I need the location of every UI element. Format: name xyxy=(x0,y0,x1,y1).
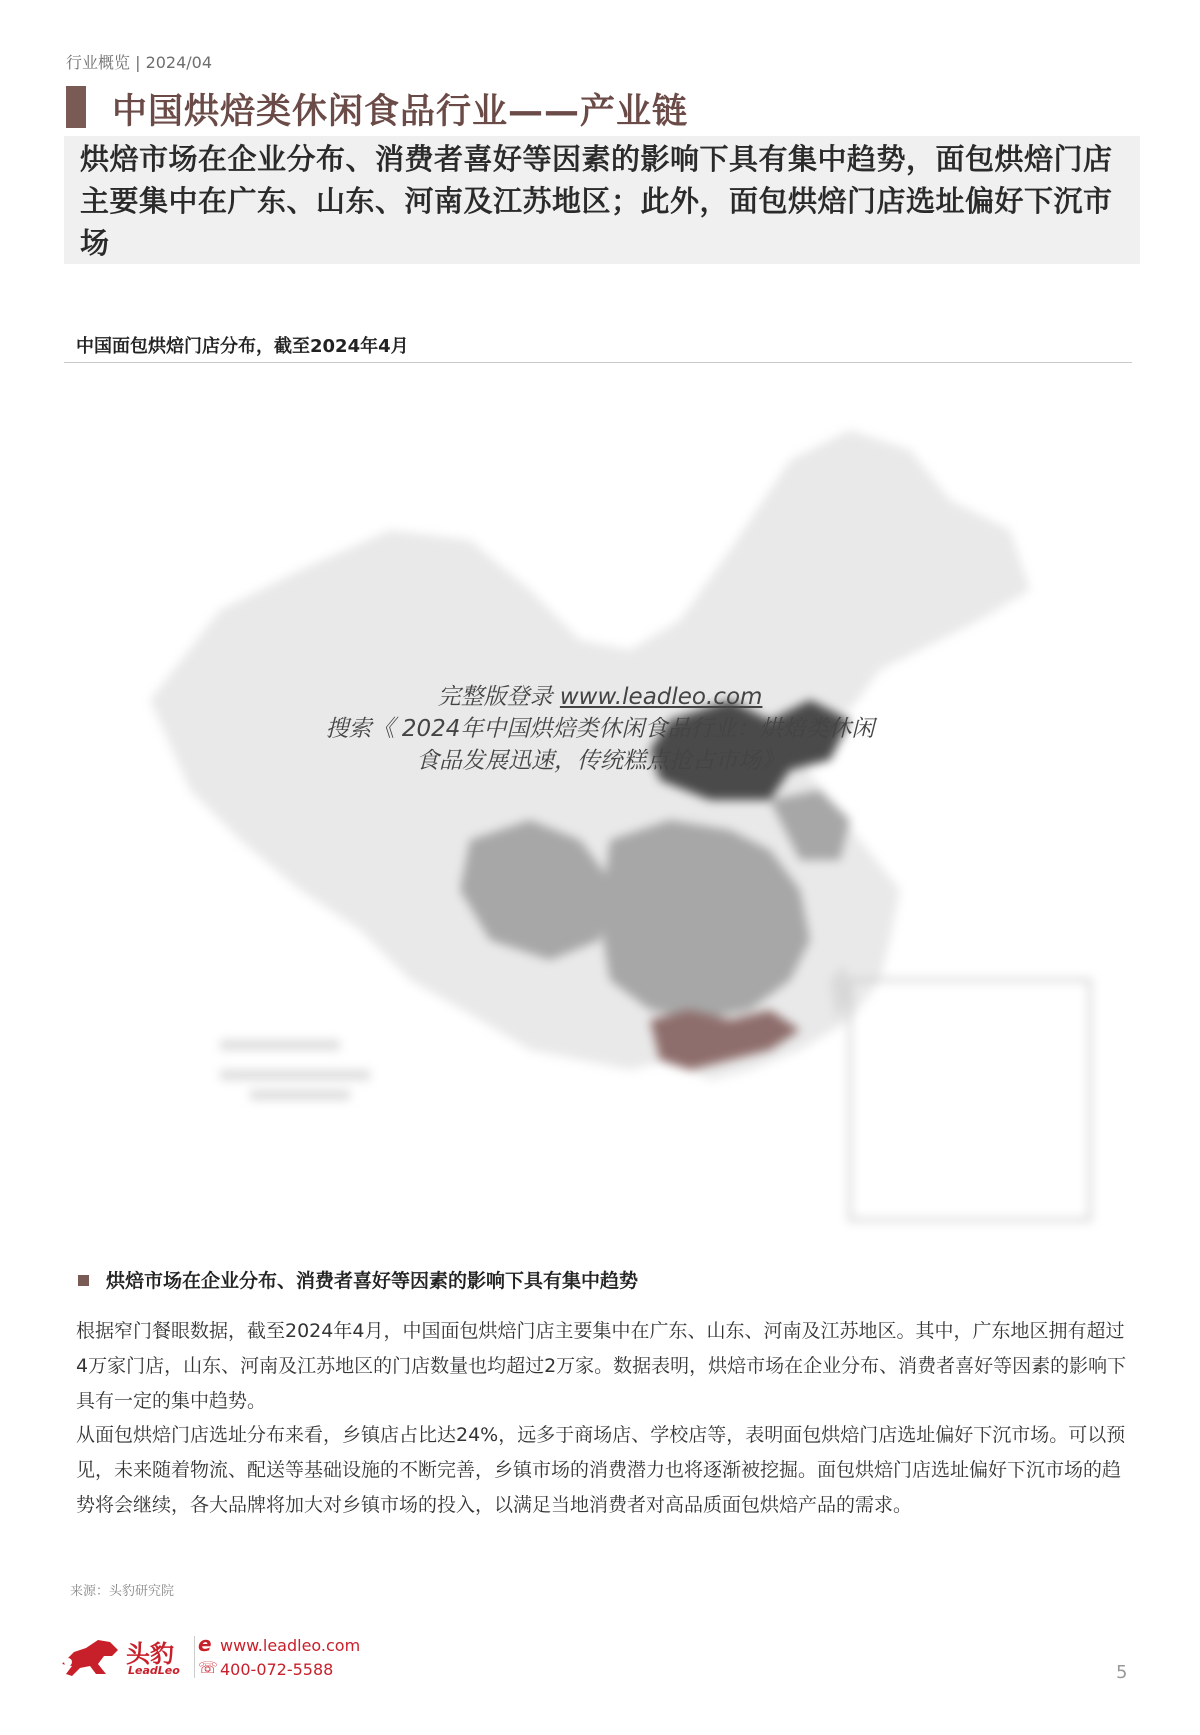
figure-heading: 中国面包烘焙门店分布，截至2024年4月 xyxy=(76,336,409,357)
page-title: 中国烘焙类休闲食品行业——产业链 xyxy=(112,92,689,132)
heading-divider xyxy=(64,362,1132,363)
map-highlight-region-guangdong xyxy=(650,1010,800,1070)
logo-cn-text: 头豹 xyxy=(126,1640,174,1668)
watermark-line3: 食品发展迅速，传统糕点抢占市场》 xyxy=(416,748,784,774)
watermark-line2: 搜索《 2024年中国烘焙类休闲食品行业：烘焙类休闲 xyxy=(325,716,875,742)
source-note: 来源：头豹研究院 xyxy=(70,1584,175,1599)
leopard-logo-icon xyxy=(60,1634,122,1680)
china-map xyxy=(110,420,1110,1240)
contact-divider xyxy=(194,1636,195,1678)
page-number: 5 xyxy=(1116,1662,1128,1683)
phone-number: 400-072-5588 xyxy=(220,1660,334,1679)
watermark-url[interactable]: www.leadleo.com xyxy=(559,684,763,710)
watermark-prefix: 完整版登录 xyxy=(437,684,560,710)
logo-en-text: LeadLeo xyxy=(128,1664,180,1677)
phone-icon: ☏ xyxy=(198,1658,219,1677)
title-accent-bar xyxy=(66,86,86,128)
section-title: 烘焙市场在企业分布、消费者喜好等因素的影响下具有集中趋势 xyxy=(106,1270,639,1292)
watermark-line1 xyxy=(0,678,1200,711)
map-legend-blur-1 xyxy=(220,1040,340,1050)
map-inset-box xyxy=(850,980,1090,1220)
breadcrumb: 行业概览 | 2024/04 xyxy=(66,53,213,72)
section-bullet xyxy=(78,1275,89,1286)
map-legend-blur-2 xyxy=(220,1070,370,1080)
website-link[interactable]: www.leadleo.com xyxy=(220,1636,361,1655)
map-legend-blur-3 xyxy=(250,1090,350,1100)
paragraph-1: 根据窄门餐眼数据，截至2024年4月，中国面包烘焙门店主要集中在广东、山东、河南及江苏地区。其中，广东地区拥有超过4万家门店，山东、河南及江苏地区的门店数量也均超过2万家。数据表明，烘焙市场在企业分布、消费者喜好等因素的影响下具有一定的集中趋势。 xyxy=(76,1320,1127,1412)
web-icon: e xyxy=(198,1632,212,1656)
summary-text: 烘焙市场在企业分布、消费者喜好等因素的影响下具有集中趋势，面包烘焙门店主要集中在广东、山东、河南及江苏地区；此外，面包烘焙门店选址偏好下沉市场 xyxy=(80,142,1113,260)
paragraph-2: 从面包烘焙门店选址分布来看，乡镇店占比达24%，远多于商场店、学校店等，表明面包烘焙门店选址偏好下沉市场。可以预见，未来随着物流、配送等基础设施的不断完善，乡镇市场的消费潜力也将逐渐被挖掘。面包烘焙门店选址偏好下沉市场的趋势将会继续，各大品牌将加大对乡镇市场的投入，以满足当地消费者对高品质面包烘焙产品的需求。 xyxy=(76,1424,1126,1516)
